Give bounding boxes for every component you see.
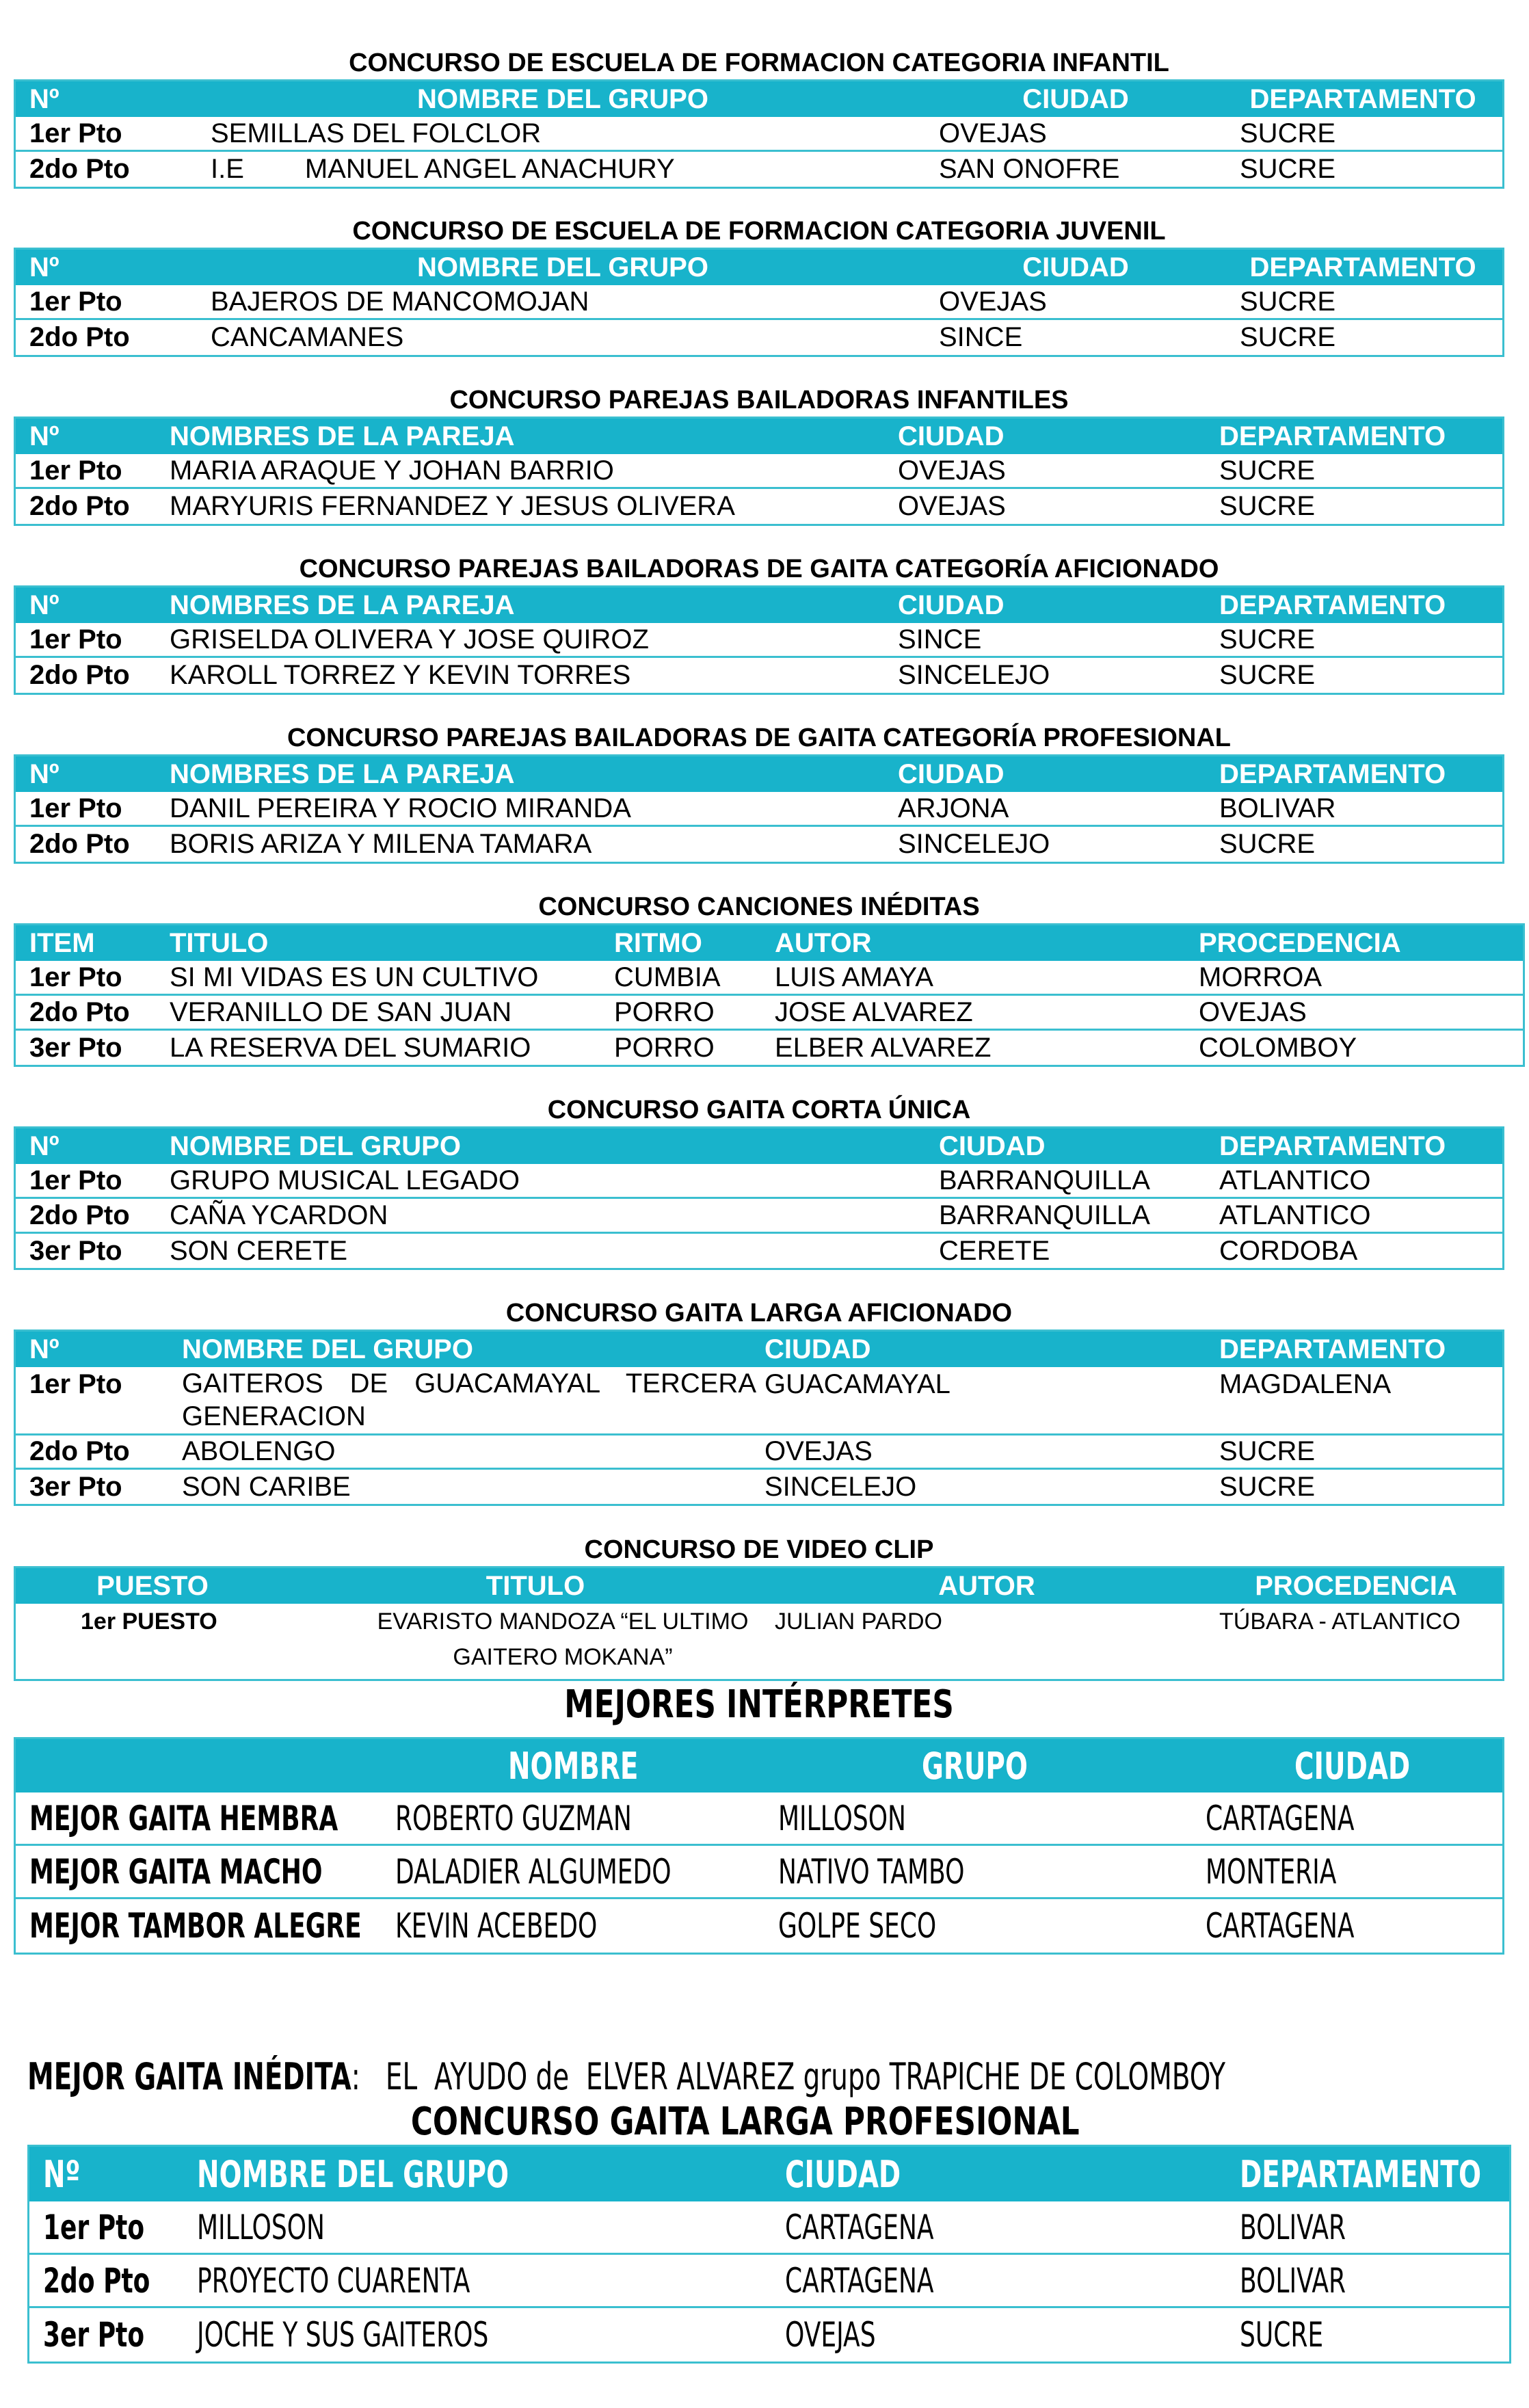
header-cell: CIUDAD — [898, 758, 1005, 789]
header-cell: NOMBRE — [508, 1744, 639, 1788]
header-cell: ITEM — [29, 927, 95, 958]
section-title: CONCURSO GAITA CORTA ÚNICA — [547, 1096, 971, 1124]
results-table — [14, 1329, 1504, 1506]
section-title: CONCURSO PAREJAS BAILADORAS DE GAITA CATEGORÍA PROFESIONAL — [287, 724, 1232, 752]
group-cell: CAÑA YCARDON — [170, 1200, 388, 1230]
couple-cell: DANIL PEREIRA Y ROCIO MIRANDA — [170, 793, 631, 823]
section-canciones-ineditas — [14, 892, 1525, 1070]
city-cell: CARTAGENA — [785, 2207, 934, 2247]
header-cell: DEPARTAMENTO — [1249, 83, 1476, 114]
header-cell: DEPARTAMENTO — [1240, 2152, 1482, 2196]
department-cell: BOLIVAR — [1240, 2207, 1346, 2247]
results-table — [14, 1737, 1504, 1955]
header-cell: CIUDAD — [898, 421, 1005, 451]
city-cell: OVEJAS — [785, 2315, 876, 2355]
table-row — [16, 827, 1502, 862]
place-cell: 2do Pto — [29, 996, 130, 1027]
category-cell: MEJOR TAMBOR ALEGRE — [29, 1906, 362, 1946]
place-cell: 1er Pto — [29, 962, 122, 992]
header-cell: DEPARTAMENTO — [1219, 590, 1446, 620]
header-cell: AUTOR — [775, 927, 872, 958]
mejor-gaita-inedita-colon: : — [351, 2055, 360, 2098]
mejor-gaita-inedita — [27, 2055, 1518, 2103]
section-parejas-aficionado — [14, 554, 1504, 698]
table-row — [16, 1199, 1502, 1234]
section-gaita-larga-aficionado — [14, 1298, 1504, 1510]
city-cell: CARTAGENA — [785, 2260, 934, 2301]
place-cell: 1er Pto — [29, 793, 122, 823]
department-cell: SUCRE — [1240, 154, 1336, 184]
section-title: MEJORES INTÉRPRETES — [564, 1682, 954, 1727]
department-cell: SUCRE — [1219, 829, 1316, 859]
table-row — [16, 658, 1502, 693]
name-cell: DALADIER ALGUMEDO — [395, 1851, 672, 1892]
origin-cell: MORROA — [1199, 962, 1322, 992]
header-cell: NOMBRE DEL GRUPO — [170, 1130, 461, 1161]
department-cell: ATLANTICO — [1219, 1165, 1371, 1195]
header-cell: NOMBRES DE LA PAREJA — [170, 758, 515, 789]
mejor-gaita-inedita-text: EL AYUDO de ELVER ALVAREZ grupo TRAPICHE DE COLOMBOY — [385, 2055, 1226, 2098]
department-cell: SUCRE — [1219, 660, 1316, 690]
table-row — [16, 454, 1502, 489]
header-cell: CIUDAD — [785, 2152, 901, 2196]
department-cell: SUCRE — [1240, 118, 1336, 148]
city-cell: SINCE — [939, 322, 1023, 352]
table-row — [16, 792, 1502, 827]
table-row — [16, 623, 1502, 658]
table-header — [29, 2147, 1509, 2201]
rhythm-cell: CUMBIA — [614, 962, 721, 992]
section-video-clip — [14, 1535, 1504, 1682]
group-cell: GRUPO MUSICAL LEGADO — [170, 1165, 520, 1195]
header-cell: DEPARTAMENTO — [1219, 421, 1446, 451]
group-cell: MILLOSON — [197, 2207, 325, 2247]
header-cell: NOMBRE DEL GRUPO — [417, 252, 708, 282]
table-row — [16, 489, 1502, 524]
origin-cell: OVEJAS — [1199, 996, 1307, 1027]
group-cell: GAITEROS DE GUACAMAYAL TERCERA GENERACION — [182, 1368, 756, 1431]
place-cell: 1er Pto — [43, 2207, 145, 2247]
name-cell: KEVIN ACEBEDO — [395, 1906, 598, 1946]
group-cell: BAJEROS DE MANCOMOJAN — [211, 286, 589, 317]
table-row — [16, 1899, 1502, 1953]
city-cell: GUACAMAYAL — [764, 1368, 950, 1399]
place-cell: 3er Pto — [29, 1236, 122, 1266]
place-cell: 2do Pto — [29, 829, 130, 859]
header-cell: PUESTO — [96, 1570, 209, 1601]
results-table — [14, 1126, 1504, 1270]
place-cell: 2do Pto — [29, 1436, 130, 1466]
department-cell: CORDOBA — [1219, 1236, 1358, 1266]
header-cell: DEPARTAMENTO — [1219, 1334, 1446, 1364]
table-header — [16, 250, 1502, 285]
place-cell: 1er Pto — [29, 286, 122, 317]
author-cell: ELBER ALVAREZ — [775, 1033, 992, 1063]
department-cell: SUCRE — [1240, 2315, 1324, 2355]
song-title-cell: LA RESERVA DEL SUMARIO — [170, 1033, 531, 1063]
header-cell: CIUDAD — [1022, 252, 1129, 282]
city-cell: OVEJAS — [939, 118, 1047, 148]
city-cell: CARTAGENA — [1206, 1906, 1355, 1946]
couple-cell: GRISELDA OLIVERA Y JOSE QUIROZ — [170, 624, 649, 654]
section-escuela-juvenil — [14, 216, 1504, 360]
table-row — [16, 1435, 1502, 1470]
header-cell: PROCEDENCIA — [1255, 1570, 1457, 1601]
header-cell: Nº — [29, 83, 59, 114]
header-cell: DEPARTAMENTO — [1249, 252, 1476, 282]
table-row — [16, 1846, 1502, 1899]
table-header — [16, 1568, 1502, 1604]
city-cell: BARRANQUILLA — [939, 1165, 1150, 1195]
table-header — [16, 81, 1502, 117]
header-cell: Nº — [29, 758, 59, 789]
place-cell: 2do Pto — [29, 1200, 130, 1230]
city-cell: SINCELEJO — [898, 660, 1050, 690]
song-title-cell: SI MI VIDAS ES UN CULTIVO — [170, 962, 539, 992]
city-cell: SINCELEJO — [764, 1471, 917, 1502]
place-cell: 2do Pto — [29, 154, 130, 184]
city-cell: SAN ONOFRE — [939, 154, 1120, 184]
department-cell: SUCRE — [1219, 1436, 1316, 1466]
city-cell: OVEJAS — [898, 491, 1006, 521]
header-cell: CIUDAD — [1294, 1744, 1411, 1788]
department-cell: SUCRE — [1219, 491, 1316, 521]
header-cell: TITULO — [170, 927, 269, 958]
couple-cell: MARIA ARAQUE Y JOHAN BARRIO — [170, 455, 614, 486]
table-row — [16, 1234, 1502, 1269]
department-cell: SUCRE — [1240, 322, 1336, 352]
header-cell: NOMBRES DE LA PAREJA — [170, 421, 515, 451]
header-cell: CIUDAD — [939, 1130, 1046, 1161]
place-cell: 1er Pto — [29, 624, 122, 654]
group-cell: SEMILLAS DEL FOLCLOR — [211, 118, 542, 148]
group-cell: SON CARIBE — [182, 1471, 351, 1502]
group-cell: ABOLENGO — [182, 1436, 336, 1466]
header-cell: NOMBRE DEL GRUPO — [417, 83, 708, 114]
section-title: CONCURSO PAREJAS BAILADORAS DE GAITA CATEGORÍA AFICIONADO — [299, 555, 1219, 583]
section-title: CONCURSO CANCIONES INÉDITAS — [538, 892, 980, 921]
section-parejas-infantiles — [14, 385, 1504, 529]
group-cell: GOLPE SECO — [778, 1906, 937, 1946]
header-cell: CIUDAD — [898, 590, 1005, 620]
table-row — [16, 996, 1523, 1031]
header-cell: AUTOR — [938, 1570, 1035, 1601]
table-row — [16, 152, 1502, 187]
city-cell: BARRANQUILLA — [939, 1200, 1150, 1230]
group-cell: CANCAMANES — [211, 322, 404, 352]
place-cell: 1er Pto — [29, 118, 122, 148]
section-title: CONCURSO GAITA LARGA AFICIONADO — [505, 1299, 1013, 1327]
department-cell: ATLANTICO — [1219, 1200, 1371, 1230]
header-cell: Nº — [29, 590, 59, 620]
department-cell: SUCRE — [1219, 624, 1316, 654]
header-cell: NOMBRES DE LA PAREJA — [170, 590, 515, 620]
header-cell: Nº — [29, 1334, 59, 1364]
city-cell: CERETE — [939, 1236, 1050, 1266]
couple-cell: MARYURIS FERNANDEZ Y JESUS OLIVERA — [170, 491, 735, 521]
group-cell: MILLOSON — [778, 1798, 906, 1838]
table-header — [16, 1332, 1502, 1367]
city-cell: MONTERIA — [1206, 1851, 1337, 1892]
department-cell: BOLIVAR — [1240, 2260, 1346, 2301]
header-cell: CIUDAD — [764, 1334, 871, 1364]
section-title: CONCURSO PAREJAS BAILADORAS INFANTILES — [449, 386, 1069, 414]
table-row — [16, 1470, 1502, 1504]
header-cell: Nº — [29, 1130, 59, 1161]
table-header — [16, 587, 1502, 623]
place-cell: 3er Pto — [29, 1471, 122, 1502]
table-row — [16, 1367, 1502, 1435]
city-cell: OVEJAS — [939, 286, 1047, 317]
table-header — [16, 419, 1502, 454]
city-cell: OVEJAS — [898, 455, 1006, 486]
department-cell: SUCRE — [1219, 1471, 1316, 1502]
results-table — [14, 923, 1525, 1067]
category-cell: MEJOR GAITA HEMBRA — [29, 1798, 338, 1838]
table-row — [16, 1031, 1523, 1066]
section-title: CONCURSO GAITA LARGA PROFESIONAL — [411, 2100, 1080, 2144]
couple-cell: BORIS ARIZA Y MILENA TAMARA — [170, 829, 592, 859]
name-cell: ROBERTO GUZMAN — [395, 1798, 632, 1838]
table-header — [16, 756, 1502, 792]
table-row — [16, 117, 1502, 152]
department-cell: SUCRE — [1240, 286, 1336, 317]
department-cell: MAGDALENA — [1219, 1368, 1392, 1399]
place-cell: 2do Pto — [29, 322, 130, 352]
table-header — [16, 925, 1523, 961]
department-cell: BOLIVAR — [1219, 793, 1336, 823]
mejor-gaita-inedita-label: MEJOR GAITA INÉDITA — [27, 2055, 351, 2098]
header-cell: GRUPO — [922, 1744, 1028, 1788]
place-cell: 3er Pto — [29, 1033, 122, 1063]
author-cell: JOSE ALVAREZ — [775, 996, 973, 1027]
video-title-cell: EVARISTO MANDOZA “EL ULTIMO GAITERO MOKANA” — [377, 1609, 749, 1670]
place-cell: 1er Pto — [29, 455, 122, 486]
table-row — [16, 285, 1502, 320]
table-header — [16, 1739, 1502, 1792]
place-cell: 1er PUESTO — [81, 1608, 217, 1635]
rhythm-cell: PORRO — [614, 1033, 715, 1063]
section-mejores-interpretes — [14, 1682, 1504, 1956]
results-table — [14, 248, 1504, 357]
department-cell: SUCRE — [1219, 455, 1316, 486]
table-row — [29, 2308, 1509, 2361]
author-cell: LUIS AMAYA — [775, 962, 933, 992]
section-title: CONCURSO DE ESCUELA DE FORMACION CATEGORIA JUVENIL — [352, 217, 1166, 246]
origin-cell: COLOMBOY — [1199, 1033, 1357, 1063]
place-cell: 3er Pto — [43, 2315, 145, 2355]
table-row — [16, 961, 1523, 996]
city-cell: ARJONA — [898, 793, 1009, 823]
group-cell: PROYECTO CUARENTA — [197, 2260, 470, 2301]
header-cell: PROCEDENCIA — [1199, 927, 1401, 958]
song-title-cell: VERANILLO DE SAN JUAN — [170, 996, 512, 1027]
group-cell: NATIVO TAMBO — [778, 1851, 965, 1892]
section-title: CONCURSO DE VIDEO CLIP — [584, 1535, 934, 1564]
table-row — [16, 1604, 1502, 1679]
header-cell: RITMO — [614, 927, 702, 958]
header-cell: Nº — [29, 421, 59, 451]
results-table — [14, 585, 1504, 695]
table-row — [29, 2201, 1509, 2255]
table-header — [16, 1128, 1502, 1164]
couple-cell: KAROLL TORREZ Y KEVIN TORRES — [170, 660, 631, 690]
city-cell: SINCELEJO — [898, 829, 1050, 859]
results-table — [27, 2145, 1511, 2364]
header-cell: NOMBRE DEL GRUPO — [197, 2152, 509, 2196]
section-gaita-larga-profesional — [14, 2100, 1511, 2400]
section-parejas-profesional — [14, 723, 1504, 866]
author-cell: JULIAN PARDO — [775, 1608, 942, 1635]
place-cell: 1er Pto — [29, 1368, 122, 1399]
header-cell: Nº — [29, 252, 59, 282]
results-table — [14, 1566, 1504, 1681]
header-cell: NOMBRE DEL GRUPO — [182, 1334, 473, 1364]
place-cell: 1er Pto — [29, 1165, 122, 1195]
header-cell: TITULO — [486, 1570, 585, 1601]
group-cell: I.E MANUEL ANGEL ANACHURY — [211, 154, 675, 184]
city-cell: CARTAGENA — [1206, 1798, 1355, 1838]
table-row — [16, 1792, 1502, 1846]
group-cell: JOCHE Y SUS GAITEROS — [197, 2315, 489, 2355]
results-table — [14, 754, 1504, 864]
section-gaita-corta — [14, 1095, 1504, 1273]
header-cell: CIUDAD — [1022, 83, 1129, 114]
group-cell: SON CERETE — [170, 1236, 348, 1266]
header-cell: DEPARTAMENTO — [1219, 1130, 1446, 1161]
place-cell: 2do Pto — [29, 491, 130, 521]
section-title: CONCURSO DE ESCUELA DE FORMACION CATEGORIA INFANTIL — [349, 49, 1169, 77]
place-cell: 2do Pto — [29, 660, 130, 690]
section-escuela-infantil — [14, 48, 1504, 191]
rhythm-cell: PORRO — [614, 996, 715, 1027]
header-cell: DEPARTAMENTO — [1219, 758, 1446, 789]
table-row — [16, 1164, 1502, 1199]
place-cell: 2do Pto — [43, 2260, 150, 2301]
table-row — [16, 320, 1502, 355]
city-cell: SINCE — [898, 624, 982, 654]
results-table — [14, 79, 1504, 189]
city-cell: OVEJAS — [764, 1436, 873, 1466]
origin-cell: TÚBARA - ATLANTICO — [1219, 1608, 1461, 1635]
header-cell: Nº — [43, 2152, 81, 2196]
category-cell: MEJOR GAITA MACHO — [29, 1851, 323, 1892]
table-row — [29, 2255, 1509, 2308]
results-table — [14, 416, 1504, 526]
